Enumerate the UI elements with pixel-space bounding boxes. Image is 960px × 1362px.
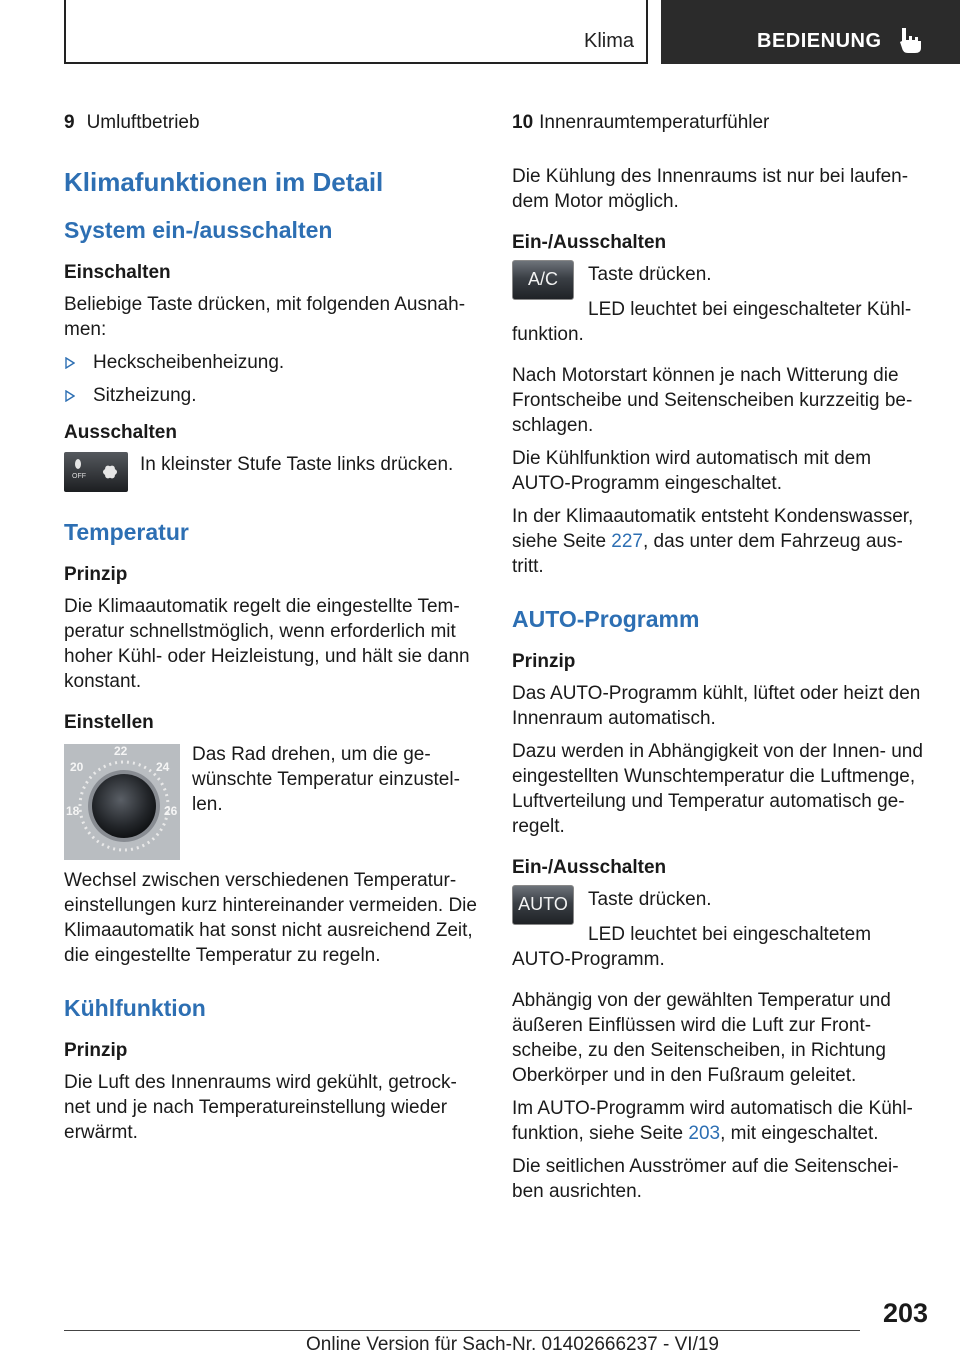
subheading-einstellen: Einstellen: [64, 712, 154, 733]
pointing-hand-icon: [898, 26, 924, 54]
subheading-prinzip: Prinzip: [64, 1040, 128, 1061]
paragraph-auto-prinzip: [512, 681, 932, 731]
paragraph-text: LED leuchtet bei eingeschaltetem AUTO-Programm.: [512, 924, 872, 970]
paragraph-text: Abhängig von der gewählten Temperatur und äußeren Einflüssen wird die Luft zur Front- scheibe, zu den Seitenscheiben, in Richtung Oberkörper und in den Fußraum geleitet.: [512, 990, 891, 1086]
list-item-text: Heckscheibenheizung.: [93, 352, 285, 373]
header-section-box: [64, 0, 648, 64]
paragraph-ac-press: [588, 262, 932, 287]
paragraph-text: Im AUTO-Programm wird automatisch die Kühl- funktion, siehe Seite: [512, 1098, 913, 1144]
list-item: [64, 383, 480, 408]
paragraph-auto-kuehlfunktion: [512, 1096, 932, 1146]
paragraph-auto-press: [588, 887, 932, 912]
paragraph-temperatur-prinzip: [64, 594, 480, 694]
subheading-ein-ausschalten: Ein-/Ausschalten: [512, 232, 667, 253]
legend-text: Innenraumtemperaturfühler: [539, 112, 770, 133]
list-item: [64, 350, 480, 375]
paragraph-temperatur-hinweis: [64, 868, 480, 968]
paragraph-text: , mit eingeschaltet.: [720, 1123, 879, 1144]
page-link-227[interactable]: 227: [611, 531, 643, 552]
paragraph-auto-ein: [512, 446, 932, 496]
page-link-203[interactable]: 203: [688, 1123, 721, 1144]
paragraph-text: Die seitlichen Ausströmer auf die Seitenschei- ben ausrichten.: [512, 1156, 899, 1202]
paragraph-ausstroemer: [512, 1154, 932, 1204]
paragraph-text: Die Luft des Innenraums wird gekühlt, getrock- net und je nach Temperatureinstellung wieder erwärmt.: [64, 1072, 457, 1143]
paragraph-text: In kleinster Stufe Taste links drücken.: [140, 454, 454, 475]
subheading-einschalten: Einschalten: [64, 262, 171, 283]
auto-button-label: AUTO: [518, 894, 568, 914]
header-section-title: Klima: [583, 30, 634, 52]
section-title-temperatur: Temperatur: [64, 519, 189, 545]
page-number: 203: [882, 1298, 928, 1328]
subheading-ein-ausschalten: Ein-/Ausschalten: [512, 857, 667, 878]
subheading-prinzip: Prinzip: [512, 651, 576, 672]
paragraph-auto-abhaengigkeit: [512, 739, 932, 839]
left-column: [64, 108, 480, 1153]
paragraph-text: Wechsel zwischen verschiedenen Temperatur- einstellungen kurz hintereinander vermeiden. Die Klimaautomatik hat sonst nicht ausreichend Zeit, die eingestellte Temperatur zu regeln.: [64, 870, 477, 966]
auto-button-row: [512, 887, 932, 925]
knob-tick-label: 26: [164, 804, 178, 818]
ac-button-label: A/C: [527, 269, 558, 289]
exception-list: [64, 350, 480, 408]
fan-button-row: [64, 452, 480, 492]
knob-tick-label: 18: [66, 804, 80, 818]
paragraph-text: LED leuchtet bei eingeschalteter Kühl- funktion.: [512, 299, 912, 345]
paragraph-text: Nach Motorstart können je nach Witterung die Frontscheibe und Seitenscheiben kurzzeitig be- schlagen.: [512, 365, 913, 436]
header-chapter-tab: [661, 0, 960, 64]
paragraph-witterung: [512, 363, 932, 438]
paragraph-text: Taste drücken.: [588, 264, 712, 285]
paragraph-kondenswasser: [512, 504, 932, 579]
triangle-bullet-icon: [65, 357, 75, 369]
subheading-prinzip: Prinzip: [64, 564, 128, 585]
ac-button-row: [512, 262, 932, 300]
section-title-kuehlfunktion: Kühlfunktion: [64, 995, 206, 1021]
legend-number: 10: [512, 112, 534, 133]
paragraph-kuehlung-motor: [512, 164, 932, 214]
paragraph-text: Die Kühlung des Innenraums ist nur bei laufen- dem Motor möglich.: [512, 166, 909, 212]
paragraph-einschalten: [64, 292, 480, 342]
section-title-system: System ein-/ausschalten: [64, 217, 333, 243]
paragraph-text: Taste drücken.: [588, 889, 712, 910]
paragraph-text: In der Klimaautomatik entsteht Kondenswasser, siehe Seite: [512, 506, 914, 552]
subheading-ausschalten: Ausschalten: [64, 422, 177, 443]
knob-tick-label: 24: [156, 760, 170, 774]
ac-button-image: [512, 260, 574, 300]
paragraph-luftverteilung: [512, 988, 932, 1088]
auto-button-image: [512, 885, 574, 925]
fan-off-label: OFF: [72, 473, 86, 480]
paragraph-text: Dazu werden in Abhängigkeit von der Innen- und eingestellten Wunschtemperatur die Luftmenge, Luftverteilung und Temperatur automatisch ge- regelt.: [512, 741, 923, 837]
paragraph-kuehlfunktion-prinzip: [64, 1070, 480, 1145]
paragraph-text: Beliebige Taste drücken, mit folgenden Ausnah- men:: [64, 294, 466, 340]
footer-divider: [64, 1330, 860, 1331]
fan-off-button-image: [64, 452, 128, 492]
fan-icon: [64, 452, 128, 492]
footer-online-version: Online Version für Sach-Nr. 01402666237 - VI/19: [306, 1334, 719, 1355]
paragraph-ac-led: [512, 297, 932, 347]
legend-text: Umluftbetrieb: [86, 112, 200, 133]
paragraph-ausschalten: [140, 452, 480, 477]
right-column: [512, 108, 932, 1212]
paragraph-text: Das AUTO-Programm kühlt, lüftet oder heizt den Innenraum automatisch.: [512, 683, 921, 729]
paragraph-auto-led: [512, 922, 932, 972]
temperature-knob-image: [64, 744, 180, 860]
list-item-text: Sitzheizung.: [93, 385, 197, 406]
section-title-auto-programm: AUTO-Programm: [512, 606, 700, 632]
paragraph-einstellen: [192, 742, 460, 817]
chapter-title: Klimafunktionen im Detail: [64, 167, 384, 197]
legend-item-10: [512, 108, 932, 138]
paragraph-text: Das Rad drehen, um die ge- wünschte Temperatur einzustel- len.: [192, 744, 460, 815]
knob-tick-label: 20: [70, 760, 84, 774]
legend-item-9: [64, 108, 480, 138]
legend-number: 9: [64, 112, 75, 133]
knob-row: [64, 742, 480, 860]
header-chapter-label: BEDIENUNG: [757, 30, 882, 52]
paragraph-text: Die Kühlfunktion wird automatisch mit dem AUTO-Programm eingeschaltet.: [512, 448, 872, 494]
knob-tick-label: 22: [114, 744, 128, 758]
triangle-bullet-icon: [65, 390, 75, 402]
paragraph-text: Die Klimaautomatik regelt die eingestellte Tem- peratur schnellstmöglich, wenn erforderlich mit hoher Kühl- oder Heizleistung, und hält sie dann konstant.: [64, 596, 470, 692]
paragraph-text: , das unter dem Fahrzeug aus- tritt.: [512, 531, 903, 577]
